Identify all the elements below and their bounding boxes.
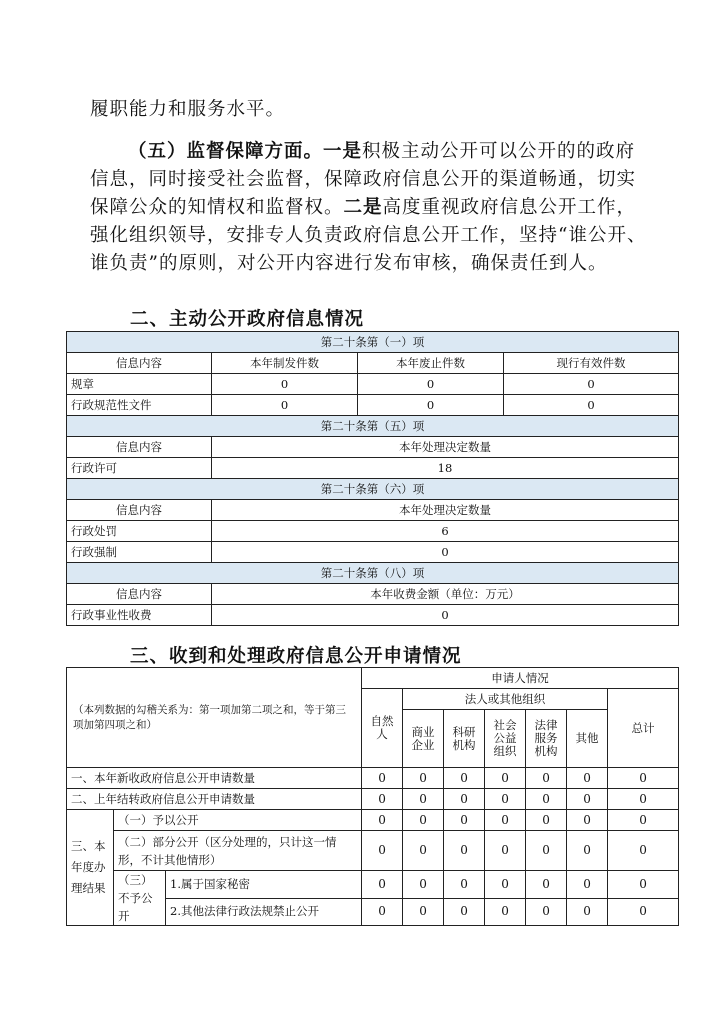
section-heading-3: 三、收到和处理政府信息公开申请情况 (130, 646, 462, 667)
table-row (67, 395, 679, 416)
row-label: 行政强制 (67, 542, 212, 563)
natural-person-header: 自然人 (362, 689, 403, 768)
subgroup-label: （三）不予公开 (114, 871, 166, 926)
cell-value: 0 (608, 789, 679, 810)
cell-value: 0 (485, 810, 526, 831)
paragraph-text: 履职能力和服务水平。 (90, 99, 286, 120)
legal-entity-header: 法人或其他组织 (403, 689, 608, 710)
column-header: 信息内容 (67, 437, 212, 458)
cell-value: 0 (444, 768, 485, 789)
cell-value: 0 (526, 810, 567, 831)
cell-value: 0 (608, 898, 679, 926)
cell-value: 0 (362, 768, 403, 789)
table-row (67, 831, 679, 871)
point-two-label: 二是 (343, 197, 383, 218)
row-label: 2.其他法律行政法规禁止公开 (166, 898, 362, 926)
cell-value: 0 (444, 789, 485, 810)
column-header: 信息内容 (67, 353, 212, 374)
cell-value: 0 (403, 768, 444, 789)
row-label: （二）部分公开（区分处理的，只计这一情形，不计其他情形） (114, 831, 362, 871)
cell-value: 0 (212, 605, 679, 626)
cell-value: 0 (485, 768, 526, 789)
cell-value: 0 (504, 395, 679, 416)
point-one-label: 一是 (323, 141, 363, 162)
table-row (67, 521, 679, 542)
section-heading-2: 二、主动公开政府信息情况 (130, 309, 365, 330)
cell-value: 0 (567, 898, 608, 926)
legal-service-header: 法律服务机构 (526, 710, 567, 768)
table-row (67, 871, 679, 899)
paragraph-2 (90, 138, 650, 278)
cell-value: 0 (362, 831, 403, 871)
table-row (67, 605, 679, 626)
row-label: （一）予以公开 (114, 810, 362, 831)
cell-value: 0 (485, 789, 526, 810)
row-label: 1.属于国家秘密 (166, 871, 362, 899)
cell-value: 0 (444, 898, 485, 926)
research-header: 科研机构 (444, 710, 485, 768)
cell-value: 6 (212, 521, 679, 542)
column-header: 本年处理决定数量 (212, 500, 679, 521)
cell-value: 0 (403, 831, 444, 871)
cell-value: 0 (526, 768, 567, 789)
row-label: 二、上年结转政府信息公开申请数量 (67, 789, 362, 810)
cell-value: 0 (608, 768, 679, 789)
other-header: 其他 (567, 710, 608, 768)
column-header: 本年处理决定数量 (212, 437, 679, 458)
row-label: 行政规范性文件 (67, 395, 212, 416)
row-label: 行政处罚 (67, 521, 212, 542)
applicant-header: 申请人情况 (362, 668, 679, 689)
table-row (67, 542, 679, 563)
table-row (67, 810, 679, 831)
paragraph-heading: （五）监督保障方面。 (128, 141, 324, 162)
row-label: 规章 (67, 374, 212, 395)
column-header: 现行有效件数 (504, 353, 679, 374)
cell-value: 0 (526, 831, 567, 871)
total-header: 总计 (608, 689, 679, 768)
cell-value: 0 (567, 768, 608, 789)
column-header: 本年收费金额（单位：万元） (212, 584, 679, 605)
group-label: 三、本年度办理结果 (67, 810, 114, 926)
cell-value: 0 (212, 374, 358, 395)
point-two-text: 高度重视政府信息公开工作，强化组织领导，安排专人负责政府信息公开工作，坚持“谁公开、谁负责”的原则，对公开内容进行发布审核，确保责任到人。 (90, 197, 647, 274)
column-header: 本年制发件数 (212, 353, 358, 374)
social-welfare-header: 社会公益组织 (485, 710, 526, 768)
table-row (67, 458, 679, 479)
cell-value: 0 (362, 898, 403, 926)
cell-value: 0 (526, 789, 567, 810)
column-header: 本年废止件数 (358, 353, 504, 374)
cell-value: 0 (444, 871, 485, 899)
cell-value: 0 (444, 810, 485, 831)
cell-value: 0 (567, 871, 608, 899)
cell-value: 0 (567, 810, 608, 831)
cell-value: 0 (526, 898, 567, 926)
cell-value: 0 (608, 871, 679, 899)
section-band: 第二十条第（八）项 (67, 563, 679, 584)
cell-value: 0 (403, 898, 444, 926)
section-band: 第二十条第（一）项 (67, 332, 679, 353)
section-band: 第二十条第（五）项 (67, 416, 679, 437)
column-header: 信息内容 (67, 584, 212, 605)
cell-value: 0 (608, 831, 679, 871)
cell-value: 0 (362, 810, 403, 831)
column-header: 信息内容 (67, 500, 212, 521)
paragraph-1 (90, 96, 650, 124)
cell-value: 0 (608, 810, 679, 831)
cell-value: 0 (362, 789, 403, 810)
cell-value: 0 (444, 831, 485, 871)
application-handling-table (66, 667, 679, 926)
cell-value: 0 (212, 542, 679, 563)
row-label: 一、本年新收政府信息公开申请数量 (67, 768, 362, 789)
cell-value: 0 (212, 395, 358, 416)
cell-value: 0 (403, 810, 444, 831)
cell-value: 0 (567, 831, 608, 871)
cell-value: 0 (403, 789, 444, 810)
row-label: 行政事业性收费 (67, 605, 212, 626)
cell-value: 18 (212, 458, 679, 479)
cell-value: 0 (485, 831, 526, 871)
business-header: 商业企业 (403, 710, 444, 768)
cell-value: 0 (526, 871, 567, 899)
section-band: 第二十条第（六）项 (67, 479, 679, 500)
table-row (67, 768, 679, 789)
cell-value: 0 (362, 871, 403, 899)
cell-value: 0 (358, 395, 504, 416)
row-label: 行政许可 (67, 458, 212, 479)
cell-value: 0 (504, 374, 679, 395)
cell-value: 0 (358, 374, 504, 395)
cell-value: 0 (403, 871, 444, 899)
proactive-disclosure-table (66, 331, 679, 626)
point-one-text: 积极主动公开可以公开的的政府信息，同时接受社会监督，保障政府信息公开的渠道畅通，切实保障公众的知情权和监督权。 (90, 141, 637, 218)
cell-value: 0 (485, 898, 526, 926)
table-row (67, 789, 679, 810)
cell-value: 0 (567, 789, 608, 810)
table-row (67, 374, 679, 395)
cell-value: 0 (485, 871, 526, 899)
reconciliation-note: （本列数据的勾稽关系为：第一项加第二项之和，等于第三项加第四项之和） (67, 668, 362, 768)
